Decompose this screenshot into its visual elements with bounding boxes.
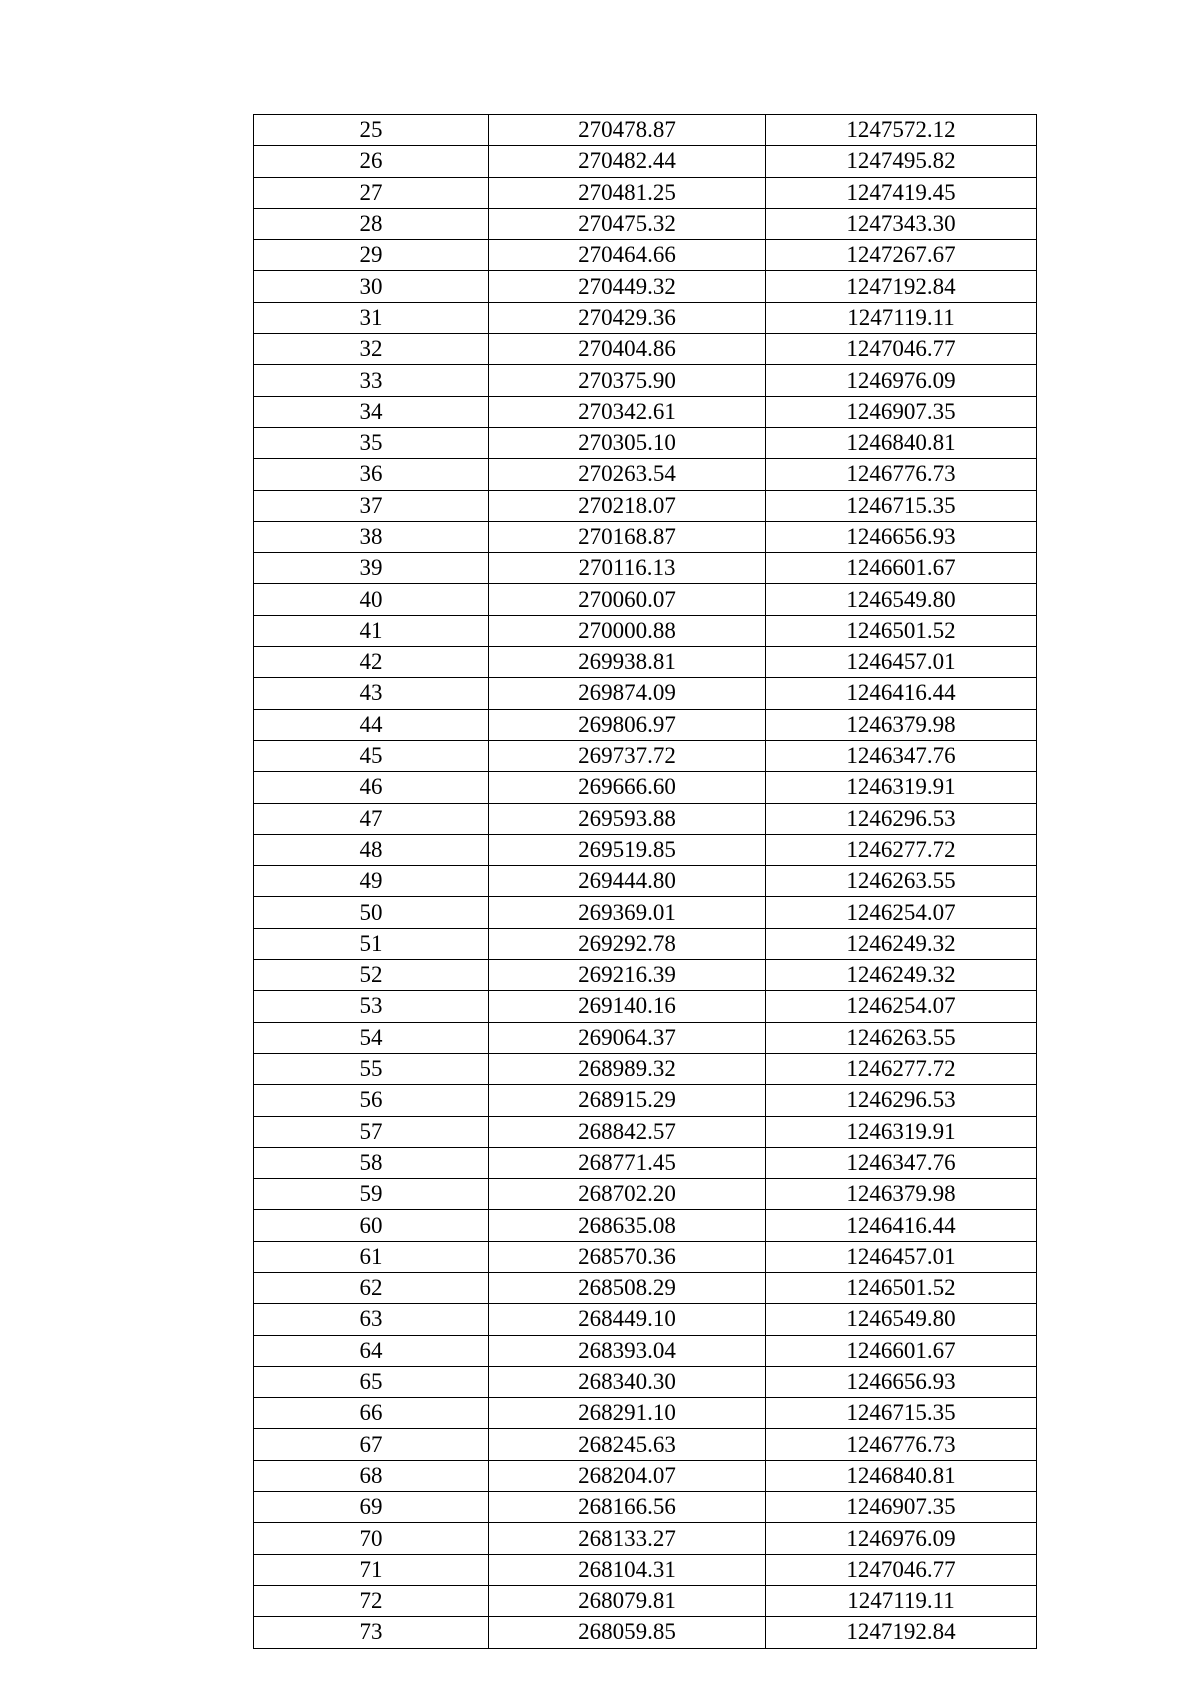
- table-row: [254, 960, 1037, 991]
- point-number-cell: 36: [254, 459, 489, 490]
- table-row: [254, 271, 1037, 302]
- x-coordinate-cell: 268449.10: [489, 1304, 766, 1335]
- point-number-cell: 29: [254, 240, 489, 271]
- point-number-cell: 39: [254, 553, 489, 584]
- table-row: [254, 521, 1037, 552]
- point-number-cell: 34: [254, 396, 489, 427]
- x-coordinate-cell: 269064.37: [489, 1022, 766, 1053]
- y-coordinate-cell: 1246263.55: [766, 1022, 1037, 1053]
- x-coordinate-cell: 270218.07: [489, 490, 766, 521]
- y-coordinate-cell: 1247192.84: [766, 1617, 1037, 1648]
- x-coordinate-cell: 268842.57: [489, 1116, 766, 1147]
- point-number-cell: 61: [254, 1241, 489, 1272]
- x-coordinate-cell: 269216.39: [489, 960, 766, 991]
- point-number-cell: 43: [254, 678, 489, 709]
- point-number-cell: 62: [254, 1272, 489, 1303]
- y-coordinate-cell: 1246976.09: [766, 365, 1037, 396]
- y-coordinate-cell: 1247046.77: [766, 1554, 1037, 1585]
- y-coordinate-cell: 1246656.93: [766, 521, 1037, 552]
- y-coordinate-cell: 1246416.44: [766, 1210, 1037, 1241]
- x-coordinate-cell: 268989.32: [489, 1053, 766, 1084]
- point-number-cell: 38: [254, 521, 489, 552]
- point-number-cell: 46: [254, 772, 489, 803]
- y-coordinate-cell: 1246501.52: [766, 615, 1037, 646]
- x-coordinate-cell: 270342.61: [489, 396, 766, 427]
- x-coordinate-cell: 268508.29: [489, 1272, 766, 1303]
- coordinate-table-body: [254, 115, 1037, 1649]
- x-coordinate-cell: 268340.30: [489, 1366, 766, 1397]
- table-row: [254, 396, 1037, 427]
- point-number-cell: 45: [254, 740, 489, 771]
- x-coordinate-cell: 270404.86: [489, 334, 766, 365]
- y-coordinate-cell: 1246277.72: [766, 834, 1037, 865]
- x-coordinate-cell: 270475.32: [489, 208, 766, 239]
- point-number-cell: 26: [254, 146, 489, 177]
- point-number-cell: 72: [254, 1585, 489, 1616]
- table-row: [254, 1335, 1037, 1366]
- y-coordinate-cell: 1246656.93: [766, 1366, 1037, 1397]
- x-coordinate-cell: 268059.85: [489, 1617, 766, 1648]
- table-row: [254, 678, 1037, 709]
- x-coordinate-cell: 270375.90: [489, 365, 766, 396]
- table-row: [254, 240, 1037, 271]
- table-row: [254, 553, 1037, 584]
- table-row: [254, 584, 1037, 615]
- point-number-cell: 47: [254, 803, 489, 834]
- y-coordinate-cell: 1246601.67: [766, 1335, 1037, 1366]
- point-number-cell: 67: [254, 1429, 489, 1460]
- point-number-cell: 52: [254, 960, 489, 991]
- y-coordinate-cell: 1246254.07: [766, 897, 1037, 928]
- coordinate-table: [253, 114, 1037, 1649]
- x-coordinate-cell: 270263.54: [489, 459, 766, 490]
- y-coordinate-cell: 1246319.91: [766, 1116, 1037, 1147]
- y-coordinate-cell: 1246907.35: [766, 396, 1037, 427]
- point-number-cell: 69: [254, 1492, 489, 1523]
- y-coordinate-cell: 1246715.35: [766, 490, 1037, 521]
- table-row: [254, 1617, 1037, 1648]
- point-number-cell: 71: [254, 1554, 489, 1585]
- y-coordinate-cell: 1246501.52: [766, 1272, 1037, 1303]
- table-row: [254, 740, 1037, 771]
- table-row: [254, 1554, 1037, 1585]
- table-row: [254, 1429, 1037, 1460]
- y-coordinate-cell: 1247495.82: [766, 146, 1037, 177]
- x-coordinate-cell: 270478.87: [489, 115, 766, 146]
- y-coordinate-cell: 1246319.91: [766, 772, 1037, 803]
- x-coordinate-cell: 268291.10: [489, 1398, 766, 1429]
- x-coordinate-cell: 270429.36: [489, 302, 766, 333]
- x-coordinate-cell: 269140.16: [489, 991, 766, 1022]
- table-row: [254, 334, 1037, 365]
- table-row: [254, 1304, 1037, 1335]
- table-row: [254, 1147, 1037, 1178]
- y-coordinate-cell: 1246379.98: [766, 709, 1037, 740]
- point-number-cell: 25: [254, 115, 489, 146]
- table-row: [254, 709, 1037, 740]
- x-coordinate-cell: 269593.88: [489, 803, 766, 834]
- y-coordinate-cell: 1246347.76: [766, 1147, 1037, 1178]
- x-coordinate-cell: 268702.20: [489, 1179, 766, 1210]
- point-number-cell: 55: [254, 1053, 489, 1084]
- y-coordinate-cell: 1246263.55: [766, 866, 1037, 897]
- x-coordinate-cell: 270116.13: [489, 553, 766, 584]
- point-number-cell: 30: [254, 271, 489, 302]
- x-coordinate-cell: 269938.81: [489, 647, 766, 678]
- y-coordinate-cell: 1246379.98: [766, 1179, 1037, 1210]
- point-number-cell: 44: [254, 709, 489, 740]
- table-row: [254, 1585, 1037, 1616]
- x-coordinate-cell: 268915.29: [489, 1085, 766, 1116]
- y-coordinate-cell: 1246549.80: [766, 1304, 1037, 1335]
- y-coordinate-cell: 1247267.67: [766, 240, 1037, 271]
- y-coordinate-cell: 1246416.44: [766, 678, 1037, 709]
- x-coordinate-cell: 268166.56: [489, 1492, 766, 1523]
- table-row: [254, 928, 1037, 959]
- x-coordinate-cell: 268771.45: [489, 1147, 766, 1178]
- x-coordinate-cell: 270305.10: [489, 427, 766, 458]
- point-number-cell: 49: [254, 866, 489, 897]
- table-row: [254, 1272, 1037, 1303]
- y-coordinate-cell: 1246457.01: [766, 1241, 1037, 1272]
- point-number-cell: 63: [254, 1304, 489, 1335]
- table-row: [254, 897, 1037, 928]
- y-coordinate-cell: 1246907.35: [766, 1492, 1037, 1523]
- table-row: [254, 1398, 1037, 1429]
- x-coordinate-cell: 268393.04: [489, 1335, 766, 1366]
- y-coordinate-cell: 1246715.35: [766, 1398, 1037, 1429]
- table-row: [254, 1523, 1037, 1554]
- y-coordinate-cell: 1247419.45: [766, 177, 1037, 208]
- x-coordinate-cell: 269874.09: [489, 678, 766, 709]
- y-coordinate-cell: 1246976.09: [766, 1523, 1037, 1554]
- x-coordinate-cell: 270464.66: [489, 240, 766, 271]
- y-coordinate-cell: 1246296.53: [766, 1085, 1037, 1116]
- y-coordinate-cell: 1246601.67: [766, 553, 1037, 584]
- y-coordinate-cell: 1246254.07: [766, 991, 1037, 1022]
- point-number-cell: 70: [254, 1523, 489, 1554]
- y-coordinate-cell: 1246549.80: [766, 584, 1037, 615]
- x-coordinate-cell: 268635.08: [489, 1210, 766, 1241]
- table-row: [254, 772, 1037, 803]
- table-row: [254, 1022, 1037, 1053]
- y-coordinate-cell: 1246840.81: [766, 427, 1037, 458]
- table-row: [254, 1210, 1037, 1241]
- x-coordinate-cell: 268133.27: [489, 1523, 766, 1554]
- point-number-cell: 37: [254, 490, 489, 521]
- point-number-cell: 33: [254, 365, 489, 396]
- table-row: [254, 1116, 1037, 1147]
- y-coordinate-cell: 1246840.81: [766, 1460, 1037, 1491]
- y-coordinate-cell: 1246277.72: [766, 1053, 1037, 1084]
- table-row: [254, 991, 1037, 1022]
- table-row: [254, 1366, 1037, 1397]
- table-row: [254, 615, 1037, 646]
- y-coordinate-cell: 1246457.01: [766, 647, 1037, 678]
- point-number-cell: 57: [254, 1116, 489, 1147]
- x-coordinate-cell: 269737.72: [489, 740, 766, 771]
- y-coordinate-cell: 1246776.73: [766, 459, 1037, 490]
- y-coordinate-cell: 1247343.30: [766, 208, 1037, 239]
- x-coordinate-cell: 269369.01: [489, 897, 766, 928]
- y-coordinate-cell: 1247192.84: [766, 271, 1037, 302]
- table-row: [254, 1241, 1037, 1272]
- y-coordinate-cell: 1247119.11: [766, 302, 1037, 333]
- table-row: [254, 146, 1037, 177]
- y-coordinate-cell: 1247046.77: [766, 334, 1037, 365]
- point-number-cell: 59: [254, 1179, 489, 1210]
- point-number-cell: 58: [254, 1147, 489, 1178]
- point-number-cell: 68: [254, 1460, 489, 1491]
- table-row: [254, 177, 1037, 208]
- x-coordinate-cell: 270000.88: [489, 615, 766, 646]
- x-coordinate-cell: 268104.31: [489, 1554, 766, 1585]
- x-coordinate-cell: 270449.32: [489, 271, 766, 302]
- x-coordinate-cell: 268245.63: [489, 1429, 766, 1460]
- table-row: [254, 803, 1037, 834]
- table-row: [254, 647, 1037, 678]
- point-number-cell: 28: [254, 208, 489, 239]
- point-number-cell: 35: [254, 427, 489, 458]
- table-row: [254, 834, 1037, 865]
- table-row: [254, 866, 1037, 897]
- point-number-cell: 66: [254, 1398, 489, 1429]
- table-row: [254, 459, 1037, 490]
- point-number-cell: 65: [254, 1366, 489, 1397]
- table-row: [254, 1085, 1037, 1116]
- table-row: [254, 115, 1037, 146]
- point-number-cell: 31: [254, 302, 489, 333]
- y-coordinate-cell: 1246249.32: [766, 960, 1037, 991]
- x-coordinate-cell: 270168.87: [489, 521, 766, 552]
- point-number-cell: 41: [254, 615, 489, 646]
- table-row: [254, 490, 1037, 521]
- y-coordinate-cell: 1246296.53: [766, 803, 1037, 834]
- x-coordinate-cell: 269519.85: [489, 834, 766, 865]
- point-number-cell: 50: [254, 897, 489, 928]
- x-coordinate-cell: 269292.78: [489, 928, 766, 959]
- table-row: [254, 365, 1037, 396]
- table-row: [254, 1053, 1037, 1084]
- x-coordinate-cell: 268570.36: [489, 1241, 766, 1272]
- x-coordinate-cell: 268079.81: [489, 1585, 766, 1616]
- y-coordinate-cell: 1246347.76: [766, 740, 1037, 771]
- x-coordinate-cell: 270060.07: [489, 584, 766, 615]
- point-number-cell: 54: [254, 1022, 489, 1053]
- x-coordinate-cell: 268204.07: [489, 1460, 766, 1491]
- x-coordinate-cell: 270482.44: [489, 146, 766, 177]
- point-number-cell: 51: [254, 928, 489, 959]
- point-number-cell: 60: [254, 1210, 489, 1241]
- x-coordinate-cell: 269666.60: [489, 772, 766, 803]
- x-coordinate-cell: 269806.97: [489, 709, 766, 740]
- point-number-cell: 64: [254, 1335, 489, 1366]
- y-coordinate-cell: 1247572.12: [766, 115, 1037, 146]
- y-coordinate-cell: 1247119.11: [766, 1585, 1037, 1616]
- y-coordinate-cell: 1246249.32: [766, 928, 1037, 959]
- table-row: [254, 427, 1037, 458]
- point-number-cell: 73: [254, 1617, 489, 1648]
- point-number-cell: 40: [254, 584, 489, 615]
- table-row: [254, 1179, 1037, 1210]
- point-number-cell: 27: [254, 177, 489, 208]
- point-number-cell: 48: [254, 834, 489, 865]
- point-number-cell: 42: [254, 647, 489, 678]
- table-row: [254, 302, 1037, 333]
- point-number-cell: 56: [254, 1085, 489, 1116]
- point-number-cell: 32: [254, 334, 489, 365]
- point-number-cell: 53: [254, 991, 489, 1022]
- y-coordinate-cell: 1246776.73: [766, 1429, 1037, 1460]
- table-row: [254, 1492, 1037, 1523]
- x-coordinate-cell: 270481.25: [489, 177, 766, 208]
- table-row: [254, 208, 1037, 239]
- table-row: [254, 1460, 1037, 1491]
- x-coordinate-cell: 269444.80: [489, 866, 766, 897]
